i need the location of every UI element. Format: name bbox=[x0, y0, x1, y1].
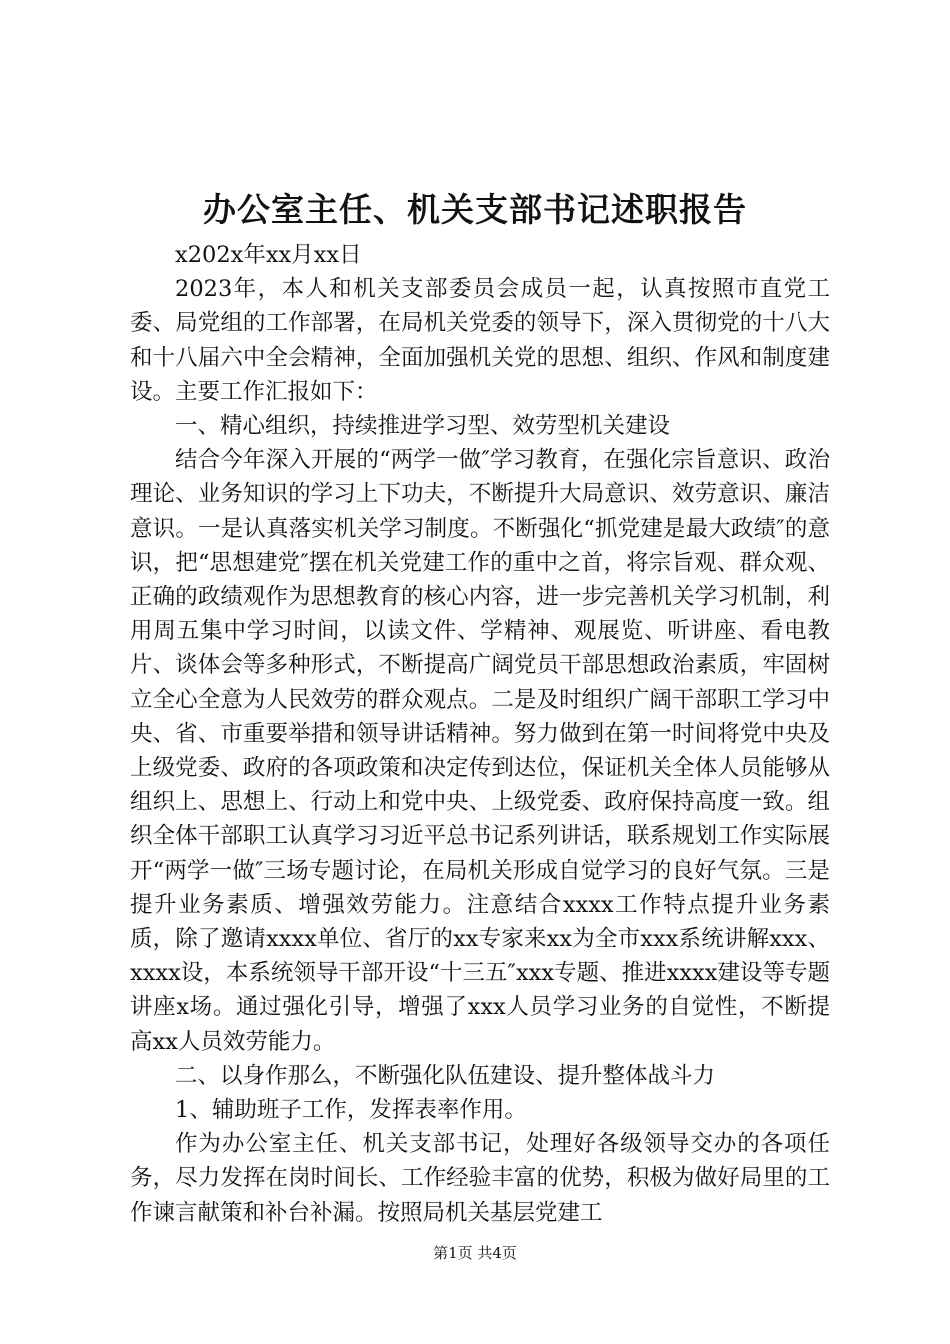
document-title: 办公室主任、机关支部书记述职报告 bbox=[203, 190, 747, 229]
subsection-heading: 1、辅助班子工作，发挥表率作用。 bbox=[175, 1097, 527, 1124]
section-heading-1: 一、精心组织，持续推进学习型、效劳型机关建设 bbox=[175, 413, 671, 440]
body-paragraph: 作为办公室主任、机关支部书记，处理好各级领导交办的各项任务，尽力发挥在岗时间长、工作经验丰富的优势，积极为做好局里的工作谏言献策和补台补漏。按照局机关基层党建工 bbox=[130, 1131, 830, 1226]
body-paragraph: 结合今年深入开展的“两学一做″学习教育，在强化宗旨意识、政治理论、业务知识的学习上下功夫，不断提升大局意识、效劳意识、廉洁意识。一是认真落实机关学习制度。不断强化“抓党建是最大政绩″的意识，把“思想建党″摆在机关党建工作的重中之首，将宗旨观、群众观、正确的政绩观作为思想教育的核心内容，进一步完善机关学习机制，利用周五集中学习时间，以读文件、学精神、观展览、听讲座、看电教片、谈体会等多种形式，不断提高广阔党员干部思想政治素质，牢固树立全心全意为人民效劳的群众观点。二是及时组织广阔干部职工学习中央、省、市重要举措和领导讲话精神。努力做到在第一时间将党中央及上级党委、政府的各项政策和决定传到达位，保证机关全体人员能够从组织上、思想上、行动上和党中央、上级党委、政府保持高度一致。组织全体干部职工认真学习习近平总书记系列讲话，联系规划工作实际展开“两学一做″三场专题讨论，在局机关形成自觉学习的良好气氛。三是提升业务素质、增强效劳能力。注意结合xxxx工作特点提升业务素质，除了邀请xxxx单位、省厅的xx专家来xx为全市xxx系统讲解xxx、xxxx设，本系统领导干部开设“十三五″xxx专题、推进xxxx建设等专题讲座x场。通过强化引导，增强了xxx人员学习业务的自觉性，不断提高xx人员效劳能力。 bbox=[130, 447, 830, 1055]
page-footer: 第1页 共4页 bbox=[433, 1244, 517, 1262]
date-line: x202x年xx月xx日 bbox=[175, 242, 362, 268]
section-heading-2: 二、以身作那么，不断强化队伍建设、提升整体战斗力 bbox=[175, 1062, 716, 1089]
document-body bbox=[130, 238, 830, 1230]
intro-paragraph: 2023年，本人和机关支部委员会成员一起，认真按照市直党工委、局党组的工作部署，在局机关党委的领导下，深入贯彻党的十八大和十八届六中全会精神，全面加强机关党的思想、组织、作风和制度建设。主要工作汇报如下： bbox=[130, 276, 830, 405]
